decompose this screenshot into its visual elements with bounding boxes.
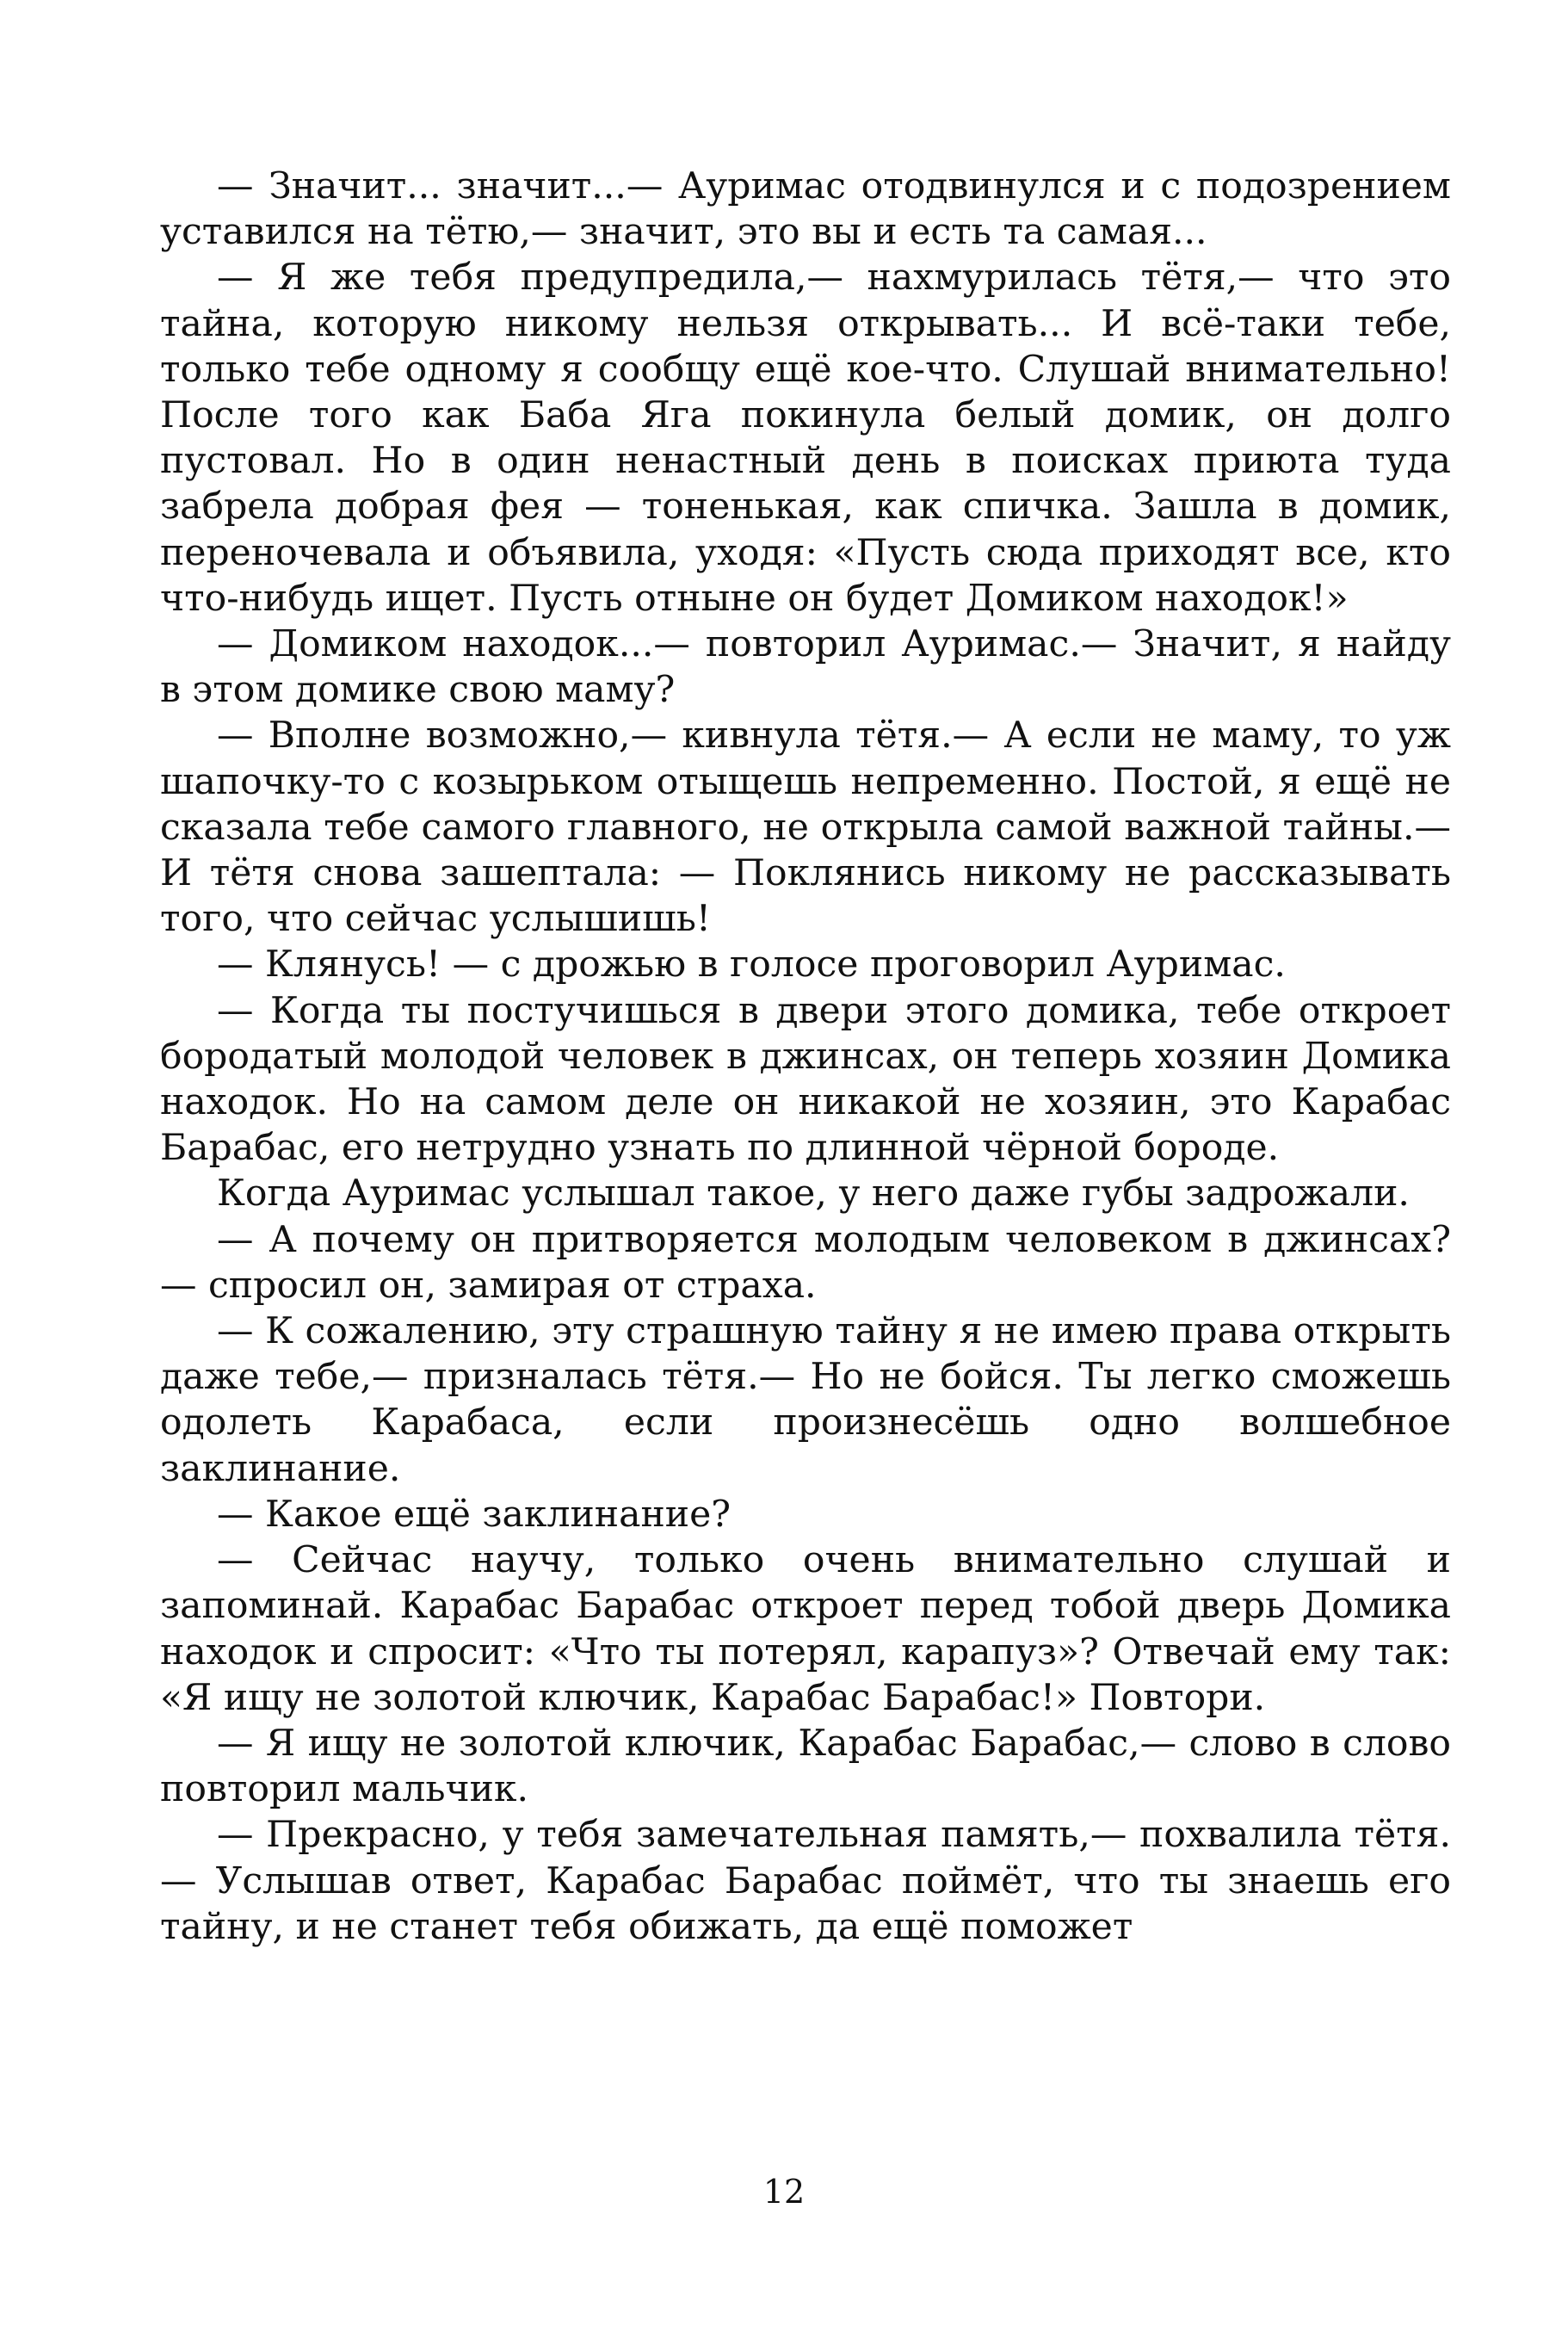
paragraph: — Я же тебя предупредила,— нахмурилась тётя,— что это тайна, которую никому нельзя открывать... И всё-таки тебе, только тебе одному я сообщу ещё кое-что. Слушай внимательно! После того как Баба Яга покинула белый домик, он долго пустовал. Но в один ненастный день в поисках приюта туда забрела добрая фея — тоненькая, как спичка. Зашла в домик, переночевала и объявила, уходя: «Пусть сюда приходят все, кто что-нибудь ищет. Пусть отныне он будет Домиком находок!» xyxy=(160,257,1451,620)
paragraph: — Вполне возможно,— кивнула тётя.— А если не маму, то уж шапочку-то с козырьком отыщешь непременно. Постой, я ещё не сказала тебе самого главного, не открыла самой важной тайны.— И тётя снова зашептала: — Поклянись никому не рассказывать того, что сейчас услышишь! xyxy=(160,714,1451,941)
paragraph: — Какое ещё заклинание? xyxy=(217,1493,732,1536)
paragraph: — Я ищу не золотой ключик, Карабас Барабас,— слово в слово повторил мальчик. xyxy=(160,1722,1451,1811)
paragraph: — Когда ты постучишься в двери этого домика, тебе откроет бородатый молодой человек в джинсах, он теперь хозяин Домика находок. Но на самом деле он никакой не хозяин, это Карабас Барабас, его нетрудно узнать по длинной чёрной бороде. xyxy=(160,989,1451,1170)
paragraph: — Клянусь! — с дрожью в голосе проговорил Ауримас. xyxy=(217,943,1286,987)
paragraph: — Сейчас научу, только очень внимательно слушай и запоминай. Карабас Барабас откроет перед тобой дверь Домика находок и спросит: «Что ты потерял, карапуз»? Отвечай ему так: «Я ищу не золотой ключик, Карабас Барабас!» Повтори. xyxy=(160,1539,1451,1719)
paragraph: — Прекрасно, у тебя замечательная память,— похвалила тётя.— Услышав ответ, Карабас Барабас поймёт, что ты знаешь его тайну, и не станет тебя обижать, да ещё поможет xyxy=(160,1814,1451,1948)
paragraph: — Значит... значит...— Ауримас отодвинулся и с подозрением уставился на тётю,— значит, это вы и есть та самая... xyxy=(160,165,1451,254)
body-text xyxy=(160,164,1451,1950)
paragraph: — К сожалению, эту страшную тайну я не имею права открыть даже тебе,— призналась тётя.— Но не бойся. Ты легко сможешь одолеть Карабаса, если произнесёшь одно волшебное заклинание. xyxy=(160,1310,1451,1490)
paragraph: Когда Ауримас услышал такое, у него даже губы задрожали. xyxy=(217,1172,1410,1215)
paragraph: — А почему он притворяется молодым человеком в джинсах? — спросил он, замирая от страха. xyxy=(160,1218,1451,1307)
page-number: 12 xyxy=(762,2173,806,2211)
paragraph: — Домиком находок...— повторил Ауримас.— Значит, я найду в этом домике свою маму? xyxy=(160,623,1451,712)
